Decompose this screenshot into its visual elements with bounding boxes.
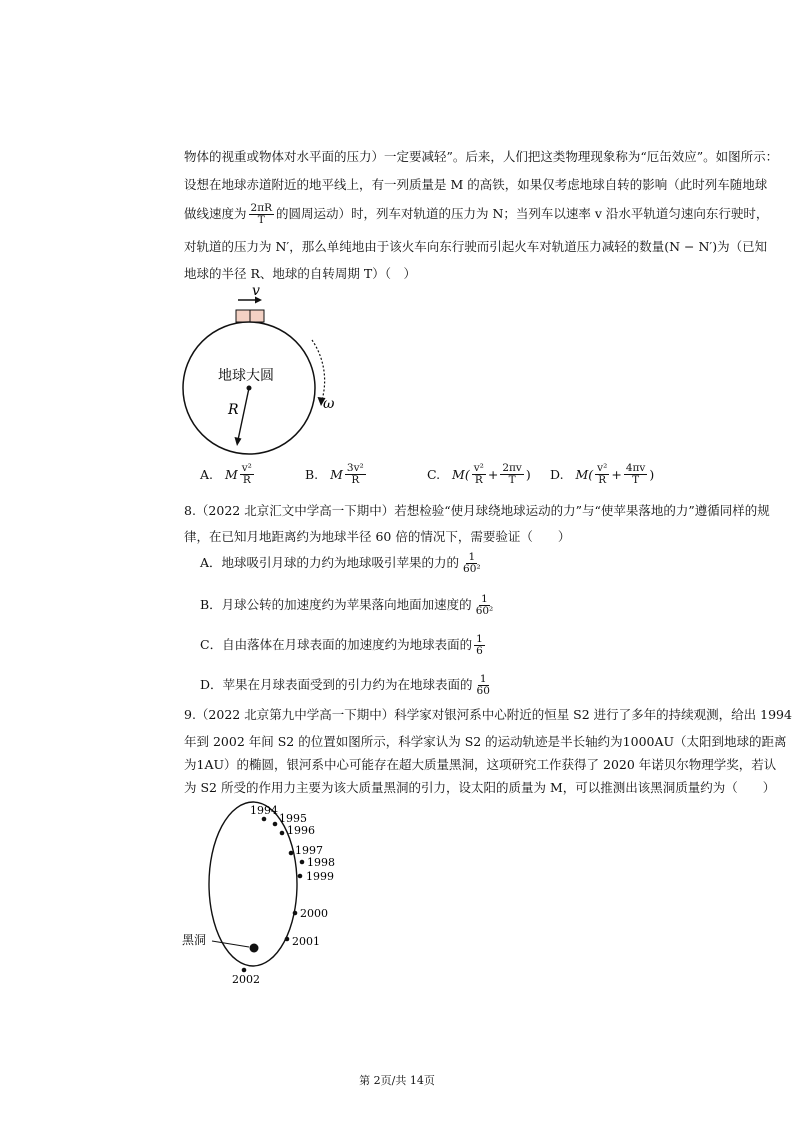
option-b-den: R	[351, 474, 360, 486]
orbit-point-1995	[273, 822, 278, 827]
option-d-den-2: T	[632, 474, 640, 486]
q9-line-1: 9.（2022 北京第九中学高一下期中）科学家对银河系中心附近的恒星 S2 进行了多年的持续观测，给出 1994	[184, 707, 792, 722]
option-a-den: R	[242, 474, 251, 486]
option-d-plus: +	[611, 467, 622, 482]
earth-circle-label: 地球大圆	[218, 368, 274, 384]
option-c-num-1: v²	[473, 462, 484, 474]
q7-line-1: 物体的视重或物体对水平面的压力）一定要减轻”。后来，人们把这类物理现象称为“厄缶效应”。如图所示：	[184, 149, 779, 164]
orbit-year-label-1996: 1996	[287, 824, 315, 837]
q7-line-3-pre: 做线速度为	[184, 206, 247, 221]
option-a-label: A.	[200, 467, 214, 482]
orbit-year-label-1994: 1994	[250, 804, 278, 817]
q7-line-4: 对轨道的压力为 N′，那么单纯地由于该火车向东行驶而引起火车对轨道压力减轻的数量(N − N′)为（已知	[184, 239, 768, 254]
orbit-year-label-1995: 1995	[279, 812, 307, 825]
q7-option-c[interactable]	[427, 463, 531, 486]
option-d-fraction-1	[595, 463, 609, 486]
q8-option-a-den: 60²	[463, 563, 481, 575]
orbit-year-label-2000: 2000	[300, 907, 328, 920]
q8-option-d-num: 1	[479, 673, 487, 685]
radius-line	[238, 388, 249, 440]
orbit-point-1994	[262, 817, 267, 822]
option-c-plus: +	[487, 467, 499, 482]
orbit-point-2001	[285, 937, 290, 942]
option-c-num-2: 2πv	[502, 462, 522, 474]
q8-option-b-fraction	[474, 594, 496, 617]
q7-option-a[interactable]	[200, 463, 256, 486]
q7-options	[200, 463, 660, 499]
option-c-fraction-2	[500, 463, 524, 486]
orbit-point-2000	[293, 911, 298, 916]
q8-option-b-den: 60²	[475, 605, 494, 617]
q8-option-c[interactable]	[200, 634, 487, 657]
page-footer: 第 2页/共 14页	[359, 1074, 435, 1087]
q7-earth-figure	[170, 282, 360, 462]
orbit-point-1997	[289, 851, 294, 856]
option-a-prefix: M	[224, 467, 238, 482]
option-c-den-2: T	[508, 474, 516, 486]
q8-line-2: 律，在已知月地距离约为地球半径 60 倍的情况下，需要验证（ ）	[184, 529, 571, 544]
option-c-prefix: M(	[452, 467, 470, 482]
option-c-label: C.	[427, 467, 441, 482]
option-d-prefix: M(	[575, 467, 594, 482]
option-d-fraction-2	[624, 463, 648, 486]
q8-option-a-fraction	[461, 552, 483, 575]
q9-line-2: 年到 2002 年间 S2 的位置如图所示，科学家认为 S2 的运动轨迹是半长轴约为1000AU（太阳到地球的距离	[184, 734, 787, 749]
radius-arrowhead	[235, 437, 242, 446]
option-d-num-2: 4πv	[625, 462, 646, 474]
q7-speed-fraction	[249, 203, 275, 226]
option-d-den-1: R	[598, 474, 607, 486]
q8-option-d-den: 60	[476, 685, 490, 697]
velocity-label: v	[252, 283, 260, 299]
q8-option-a[interactable]	[200, 552, 485, 575]
q8-option-c-fraction	[474, 634, 485, 657]
option-b-num: 3v²	[346, 462, 364, 474]
orbit-points	[232, 804, 335, 986]
q8-option-d-fraction	[475, 674, 492, 697]
black-hole-pointer	[212, 941, 249, 947]
orbit-point-2002	[242, 968, 247, 973]
orbit-point-1998	[300, 860, 305, 865]
option-a-num: v²	[241, 462, 252, 474]
q8-option-b-text: B．月球公转的加速度约为苹果落向地面加速度的	[200, 597, 472, 612]
q8-option-d-text: D．苹果在月球表面受到的引力约为在地球表面的	[200, 677, 473, 692]
option-b-prefix: M	[330, 467, 343, 482]
orbit-year-label-1998: 1998	[307, 856, 335, 869]
orbit-year-label-1999: 1999	[306, 870, 334, 883]
q9-line-3: 为1AU）的椭圆，银河系中心可能存在超大质量黑洞，这项研究工作获得了 2020 年诺贝尔物理学奖，若认	[184, 757, 777, 772]
q7-speed-numerator: 2πR	[250, 202, 273, 214]
q8-option-d[interactable]	[200, 674, 494, 697]
q8-option-c-den: 6	[476, 645, 483, 657]
option-d-suffix: )	[649, 467, 655, 482]
option-a-fraction	[240, 463, 254, 486]
q8-option-a-num: 1	[468, 551, 476, 563]
q9-orbit-figure	[178, 800, 358, 990]
q8-line-1: 8.（2022 北京汇文中学高一下期中）若想检验“使月球绕地球运动的力”与“使苹果落地的力”遵循同样的规	[184, 503, 770, 518]
q8-option-a-text: A．地球吸引月球的力约为地球吸引苹果的力的	[200, 555, 460, 570]
orbit-year-label-2002: 2002	[232, 973, 260, 986]
orbit-point-1999	[298, 874, 303, 879]
s2-orbit-ellipse	[209, 802, 297, 966]
option-c-den-1: R	[474, 474, 483, 486]
q7-line-5: 地球的半径 R、地球的自转周期 T）（ ）	[184, 266, 416, 281]
black-hole-label: 黑洞	[182, 933, 207, 947]
orbit-year-label-1997: 1997	[295, 844, 323, 857]
q9-line-4: 为 S2 所受的作用力主要为该大质量黑洞的引力，设太阳的质量为 M，可以推测出该黑洞质量约为（ ）	[184, 780, 776, 795]
option-d-label: D.	[550, 467, 564, 482]
q7-line-2: 设想在地球赤道附近的地平线上，有一列质量是 M 的高铁，如果仅考虑地球自转的影响（此时列车随地球	[184, 177, 768, 192]
option-c-fraction-1	[472, 463, 486, 486]
rotation-arc	[312, 340, 325, 400]
q7-line-3-post: 的圆周运动）时，列车对轨道的压力为 N；当列车以速率 v 沿水平轨道匀速向东行驶时，	[276, 206, 769, 221]
q7-speed-denominator: T	[257, 214, 265, 226]
radius-label: R	[228, 402, 239, 418]
q8-option-b[interactable]	[200, 594, 497, 617]
q7-line-3	[184, 203, 768, 226]
option-c-suffix: )	[525, 467, 531, 482]
q7-option-d[interactable]	[550, 463, 654, 486]
q8-option-c-num: 1	[476, 633, 483, 645]
orbit-point-1996	[280, 831, 285, 836]
option-d-num-1: v²	[597, 462, 608, 474]
omega-label: ω	[323, 396, 335, 412]
q7-option-b[interactable]	[305, 463, 368, 486]
q8-option-c-text: C．自由落体在月球表面的加速度约为地球表面的	[200, 637, 473, 652]
orbit-year-label-2001: 2001	[292, 935, 320, 948]
option-b-fraction	[345, 463, 366, 486]
black-hole-dot	[250, 944, 259, 953]
option-b-label: B.	[305, 467, 319, 482]
q8-option-b-num: 1	[481, 593, 488, 605]
